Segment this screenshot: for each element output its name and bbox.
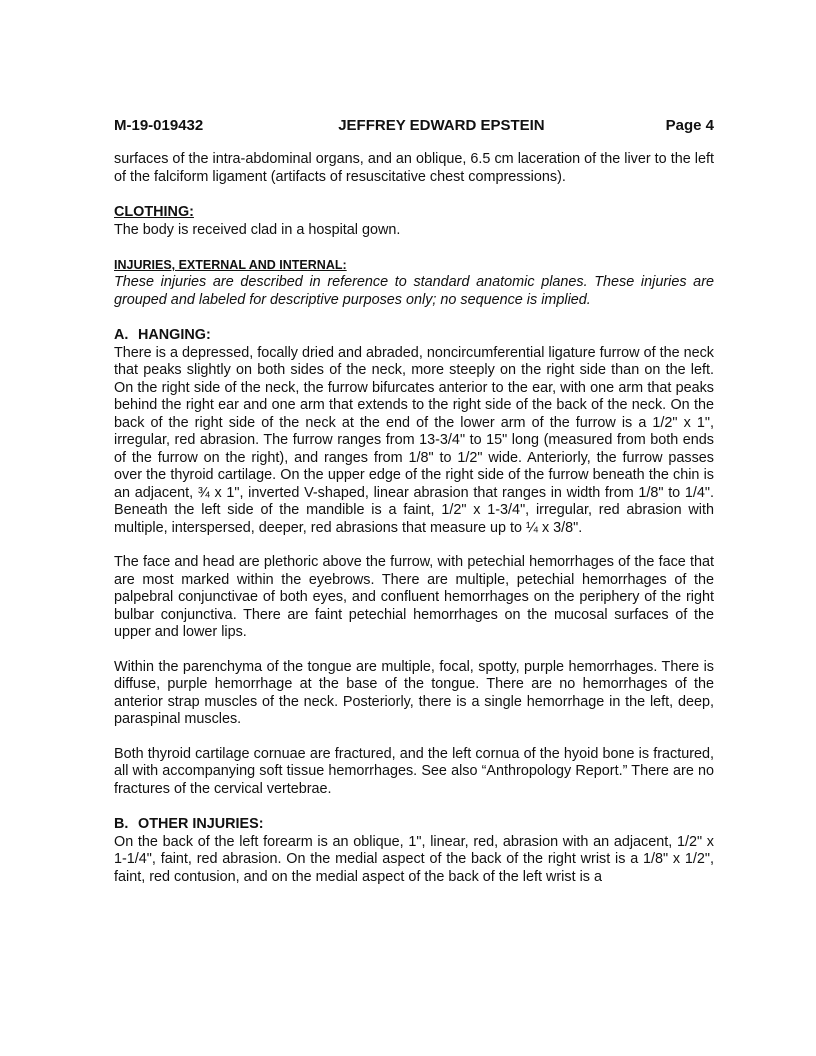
section-a-paragraph: The face and head are plethoric above the furrow, with petechial hemorrhages of the face that are most marked within the eyebrows. There are multiple, petechial hemorrhages of the palpebral conjunctivae of both eyes, and confluent hemorrhages on the periphery of the right bulbar conjunctiva. There are faint petechial hemorrhages on the mucosal surfaces of the upper and lower lips. — [114, 554, 714, 640]
injuries-heading: INJURIES, EXTERNAL AND INTERNAL: — [114, 258, 347, 272]
clothing-heading: CLOTHING: — [114, 204, 194, 220]
page-number: Page 4 — [665, 117, 714, 134]
section-a-letter: A. — [114, 327, 129, 343]
case-number: M-19-019432 — [114, 117, 204, 134]
section-a-paragraph: Both thyroid cartilage cornuae are fractured, and the left cornua of the hyoid bone is fractured, all with accompanying soft tissue hemorrhages. See also “Anthropology Report.” There are no fractures of the cervical vertebrae. — [114, 745, 714, 797]
section-b-heading — [114, 816, 714, 834]
document-page — [114, 117, 714, 886]
section-b-paragraph: On the back of the left forearm is an oblique, 1", linear, red, abrasion with an adjacent, 1/2" x 1-1/4", faint, red abrasion. On the medial aspect of the back of the right wrist is a 1/8" x 1/2", faint, red contusion, and on the medial aspect of the back of the left wrist is a — [114, 833, 714, 885]
section-b-title: OTHER INJURIES: — [138, 816, 264, 832]
section-a-paragraph: Within the parenchyma of the tongue are multiple, focal, spotty, purple hemorrhages. There is diffuse, purple hemorrhage at the base of the tongue. There are no hemorrhages of the anterior strap muscles of the neck. Posteriorly, there is a single hemorrhage in the left, deep, paraspinal muscles. — [114, 658, 714, 727]
injuries-note: These injuries are described in reference to standard anatomic planes. These injuries are grouped and labeled for descriptive purposes only; no sequence is implied. — [114, 274, 714, 308]
section-b-letter: B. — [114, 816, 129, 832]
section-a-heading — [114, 327, 714, 345]
decedent-name: JEFFREY EDWARD EPSTEIN — [338, 117, 545, 134]
page-header — [114, 117, 714, 134]
clothing-text: The body is received clad in a hospital gown. — [114, 221, 401, 238]
section-a-title: HANGING: — [138, 327, 211, 343]
section-a-paragraph: There is a depressed, focally dried and abraded, noncircumferential ligature furrow of the neck that peaks slightly on both sides of the neck, more steeply on the right side than on the left. On the right side of the neck, the furrow bifurcates anterior to the ear, with one arm that peaks behind the right ear and one arm that extends to the right side of the back of the neck. On the back of the right side of the neck at the end of the lower arm of the furrow is a 1/2" x 1", irregular, red abrasion. The furrow ranges from 13-3/4" to 15" long (measured from both ends of the furrow on the right), and ranges from 1/8" to 1/2" wide. Anteriorly, the furrow passes over the thyroid cartilage. On the upper edge of the right side of the furrow beneath the chin is an adjacent, ¾ x 1", inverted V-shaped, linear abrasion that ranges in width from 1/8" to 1/4". Beneath the left side of the mandible is a faint, 1/2" x 1-3/4", irregular, red abrasion with multiple, interspersed, deeper, red abrasions that measure up to ¼ x 3/8". — [114, 344, 714, 536]
intro-paragraph: surfaces of the intra-abdominal organs, and an oblique, 6.5 cm laceration of the liver to the left of the falciform ligament (artifacts of resuscitative chest compressions). — [114, 151, 714, 185]
